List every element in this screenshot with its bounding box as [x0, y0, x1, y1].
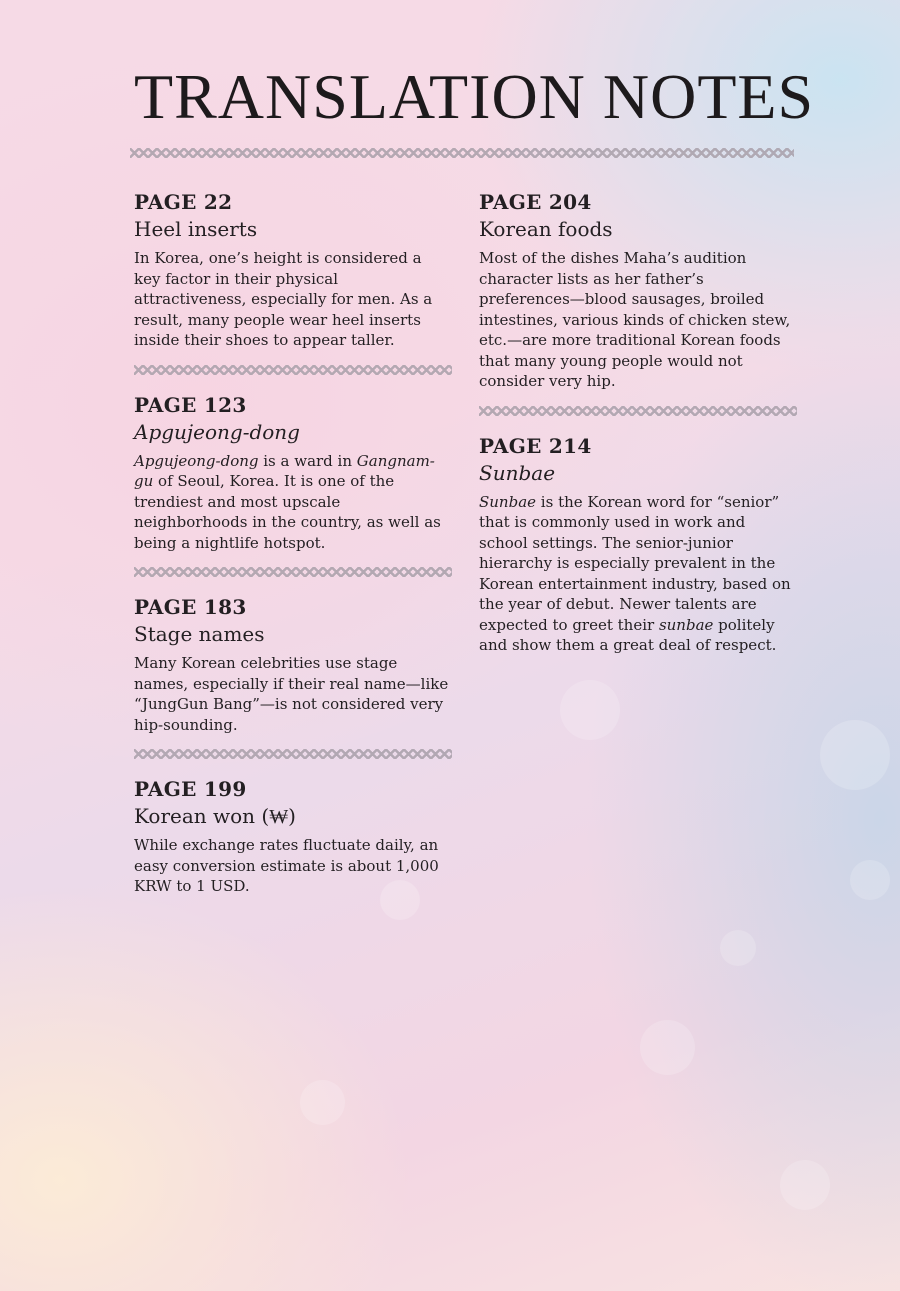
note-body: [479, 492, 797, 656]
term-sunbae: Sunbae: [479, 492, 537, 511]
note-body: In Korea, one’s height is considered a key factor in their physical attractiveness, especially for men. As a result, many people wear heel inserts inside their shoes to appear taller.: [134, 249, 433, 349]
note-body: Many Korean celebrities use stage names, especially if their real name—like “JungGun Bang”—is not considered very hip-sounding.: [134, 654, 449, 734]
note-heading: Apgujeong-dong: [134, 419, 300, 444]
note-heading: Korean won (₩): [134, 804, 296, 828]
note-sunbae: [479, 434, 797, 656]
note-korean-won: [134, 777, 452, 897]
term-sunbae: sunbae: [658, 615, 714, 634]
background-bokeh: [300, 1080, 345, 1125]
note-divider: [134, 365, 452, 375]
note-stage-names: [134, 595, 452, 735]
term-apgujeong-dong: Apgujeong-dong: [134, 451, 259, 470]
note-heel-inserts: [134, 190, 452, 351]
term-gangnam-gu: Gangnam-gu: [134, 451, 435, 490]
note-korean-foods: [479, 190, 797, 392]
title-divider: [130, 148, 794, 158]
note-page-label: PAGE 123: [134, 392, 247, 417]
note-divider: [134, 567, 452, 577]
note-body: While exchange rates fluctuate daily, an easy conversion estimate is about 1,000 KRW to 1 USD.: [134, 836, 439, 895]
background-bokeh: [560, 680, 620, 740]
note-page-label: PAGE 183: [134, 595, 247, 619]
note-body-text: politely and show them a great deal of respect.: [479, 615, 777, 654]
note-divider: [134, 749, 452, 759]
left-column: [134, 190, 452, 897]
note-body-text: is a ward in: [258, 451, 357, 470]
note-body-text: of Seoul, Korea. It is one of the trendiest and most upscale neighborhoods in the country, as well as being a nightlife hotspot.: [134, 472, 441, 552]
note-page-label: PAGE 199: [134, 777, 247, 801]
note-heading: Korean foods: [479, 217, 613, 241]
background-bokeh: [780, 1160, 830, 1210]
note-page-label: PAGE 214: [479, 433, 592, 458]
note-body-text: is the Korean word for “senior” that is commonly used in work and school settings. The senior-junior hierarchy is especially prevalent in the Korean entertainment industry, based on the year of debut. Newer talents are expected to greet their: [479, 492, 791, 634]
note-page-label: PAGE 204: [479, 190, 592, 214]
note-page-label: PAGE 22: [134, 190, 233, 214]
background-bokeh: [850, 860, 890, 900]
background-bokeh: [720, 930, 756, 966]
page-title: TRANSLATION NOTES: [134, 61, 815, 132]
note-heading: Heel inserts: [134, 217, 258, 241]
background-bokeh: [640, 1020, 695, 1075]
right-column: [479, 190, 797, 656]
note-body: [134, 451, 452, 554]
background-bokeh: [820, 720, 890, 790]
note-heading: Stage names: [134, 622, 265, 646]
note-heading: Sunbae: [479, 460, 556, 485]
note-apgujeong-dong: [134, 393, 452, 554]
note-divider: [479, 406, 797, 416]
note-body: Most of the dishes Maha’s audition character lists as her father’s preferences—blood sausages, broiled intestines, various kinds of chicken stew, etc.—are more traditional Korean foods that many young people would not consider very hip.: [479, 249, 791, 390]
